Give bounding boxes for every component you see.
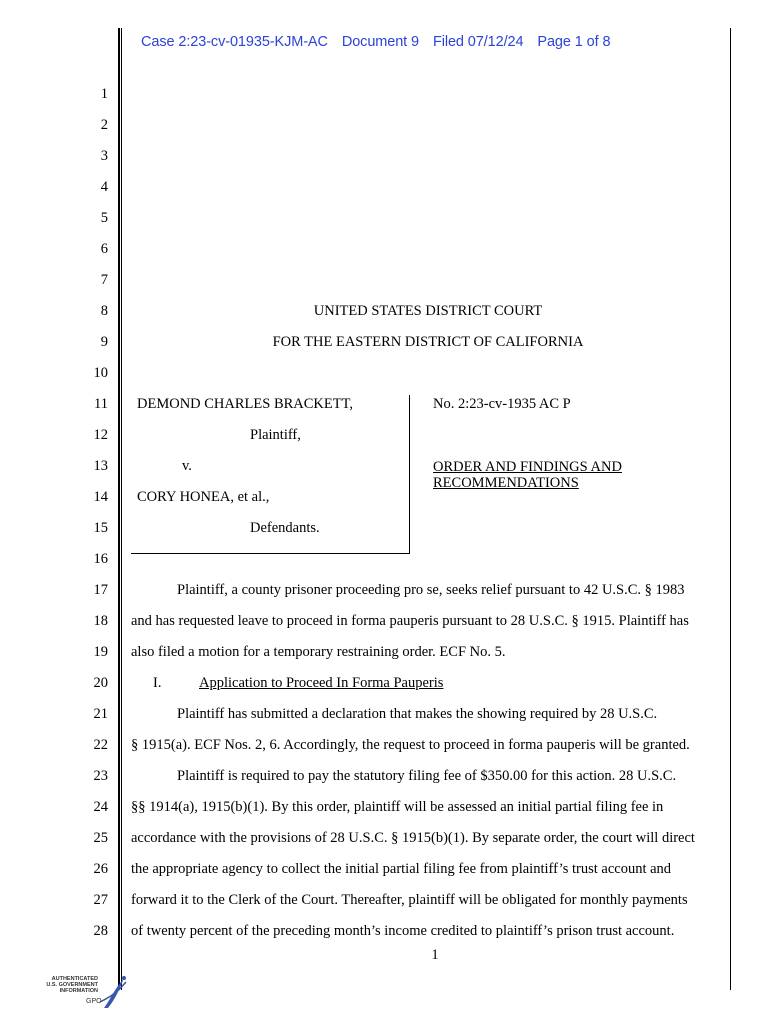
gpo-label: GPO [86,998,102,1005]
line-number: 9 [100,334,108,350]
caption-divider-vertical [409,395,410,553]
line-number: 22 [93,737,108,753]
filing-header [141,34,620,50]
defendant-role: Defendants. [250,520,320,536]
body-line-24: §§ 1914(a), 1915(b)(1). By this order, plaintiff will be assessed an initial partial filing fee in [131,799,664,815]
line-number: 6 [100,241,108,257]
line-number: 12 [93,427,108,443]
versus: v. [182,458,192,474]
line-number: 26 [93,861,108,877]
line-number: 1 [100,86,108,102]
body-line-22: § 1915(a). ECF Nos. 2, 6. Accordingly, the request to proceed in forma pauperis will be granted. [131,737,690,753]
line-number: 19 [93,644,108,660]
section-number: I. [153,675,162,691]
line-number: 27 [93,892,108,908]
case-number-caption: No. 2:23-cv-1935 AC P [433,396,571,412]
left-margin-rule [118,28,120,990]
line-number: 4 [100,179,108,195]
line-number: 15 [93,520,108,536]
document-title-line1: ORDER AND FINDINGS AND [433,459,622,475]
page-indicator: Page 1 of 8 [537,34,611,50]
line-number: 8 [100,303,108,319]
line-number: 3 [100,148,108,164]
section-heading: Application to Proceed In Forma Pauperis [199,675,444,691]
document-title-line2: RECOMMENDATIONS [433,475,579,491]
line-number: 24 [93,799,108,815]
line-number: 25 [93,830,108,846]
filed-date: Filed 07/12/24 [432,34,524,50]
body-line-19: also filed a motion for a temporary restraining order. ECF No. 5. [131,644,506,660]
line-number: 16 [93,551,108,567]
line-number: 23 [93,768,108,784]
body-line-28: of twenty percent of the preceding month’s income credited to plaintiff’s prison trust account. [131,923,675,939]
line-number: 2 [100,117,108,133]
plaintiff-role: Plaintiff, [250,427,301,443]
line-number: 20 [93,675,108,691]
page-number: 1 [431,947,439,963]
body-line-23: Plaintiff is required to pay the statutory filing fee of $350.00 for this action. 28 U.S.C. [177,768,677,784]
body-line-25: accordance with the provisions of 28 U.S.C. § 1915(b)(1). By separate order, the court will direct [131,830,695,846]
court-name: UNITED STATES DISTRICT COURT [313,303,543,319]
body-line-18: and has requested leave to proceed in forma pauperis pursuant to 28 U.S.C. § 1915. Plaintiff has [131,613,689,629]
defendant-name: CORY HONEA, et al., [137,489,270,505]
right-margin-rule [730,28,731,990]
gpo-authentication-seal [40,972,130,1018]
line-number: 14 [93,489,108,505]
caption-divider-horizontal [131,553,410,554]
left-margin-rule-inner [121,28,122,990]
line-number: 18 [93,613,108,629]
case-number: Case 2:23-cv-01935-KJM-AC [141,34,328,50]
line-number: 7 [100,272,108,288]
line-number: 5 [100,210,108,226]
body-line-21: Plaintiff has submitted a declaration that makes the showing required by 28 U.S.C. [177,706,658,722]
eagle-icon [96,972,130,1012]
gpo-seal-text: AUTHENTICATED U.S. GOVERNMENT INFORMATION [46,976,98,994]
line-number: 17 [93,582,108,598]
document-number: Document 9 [341,34,420,50]
line-number: 21 [93,706,108,722]
plaintiff-name: DEMOND CHARLES BRACKETT, [137,396,354,412]
body-line-27: forward it to the Clerk of the Court. Thereafter, plaintiff will be obligated for monthly payments [131,892,688,908]
line-number: 28 [93,923,108,939]
body-line-26: the appropriate agency to collect the initial partial filing fee from plaintiff’s trust account and [131,861,672,877]
court-district: FOR THE EASTERN DISTRICT OF CALIFORNIA [272,334,584,350]
line-number: 13 [93,458,108,474]
body-line-17: Plaintiff, a county prisoner proceeding pro se, seeks relief pursuant to 42 U.S.C. § 1983 [177,582,685,598]
line-number: 10 [93,365,108,381]
line-number: 11 [94,396,108,412]
